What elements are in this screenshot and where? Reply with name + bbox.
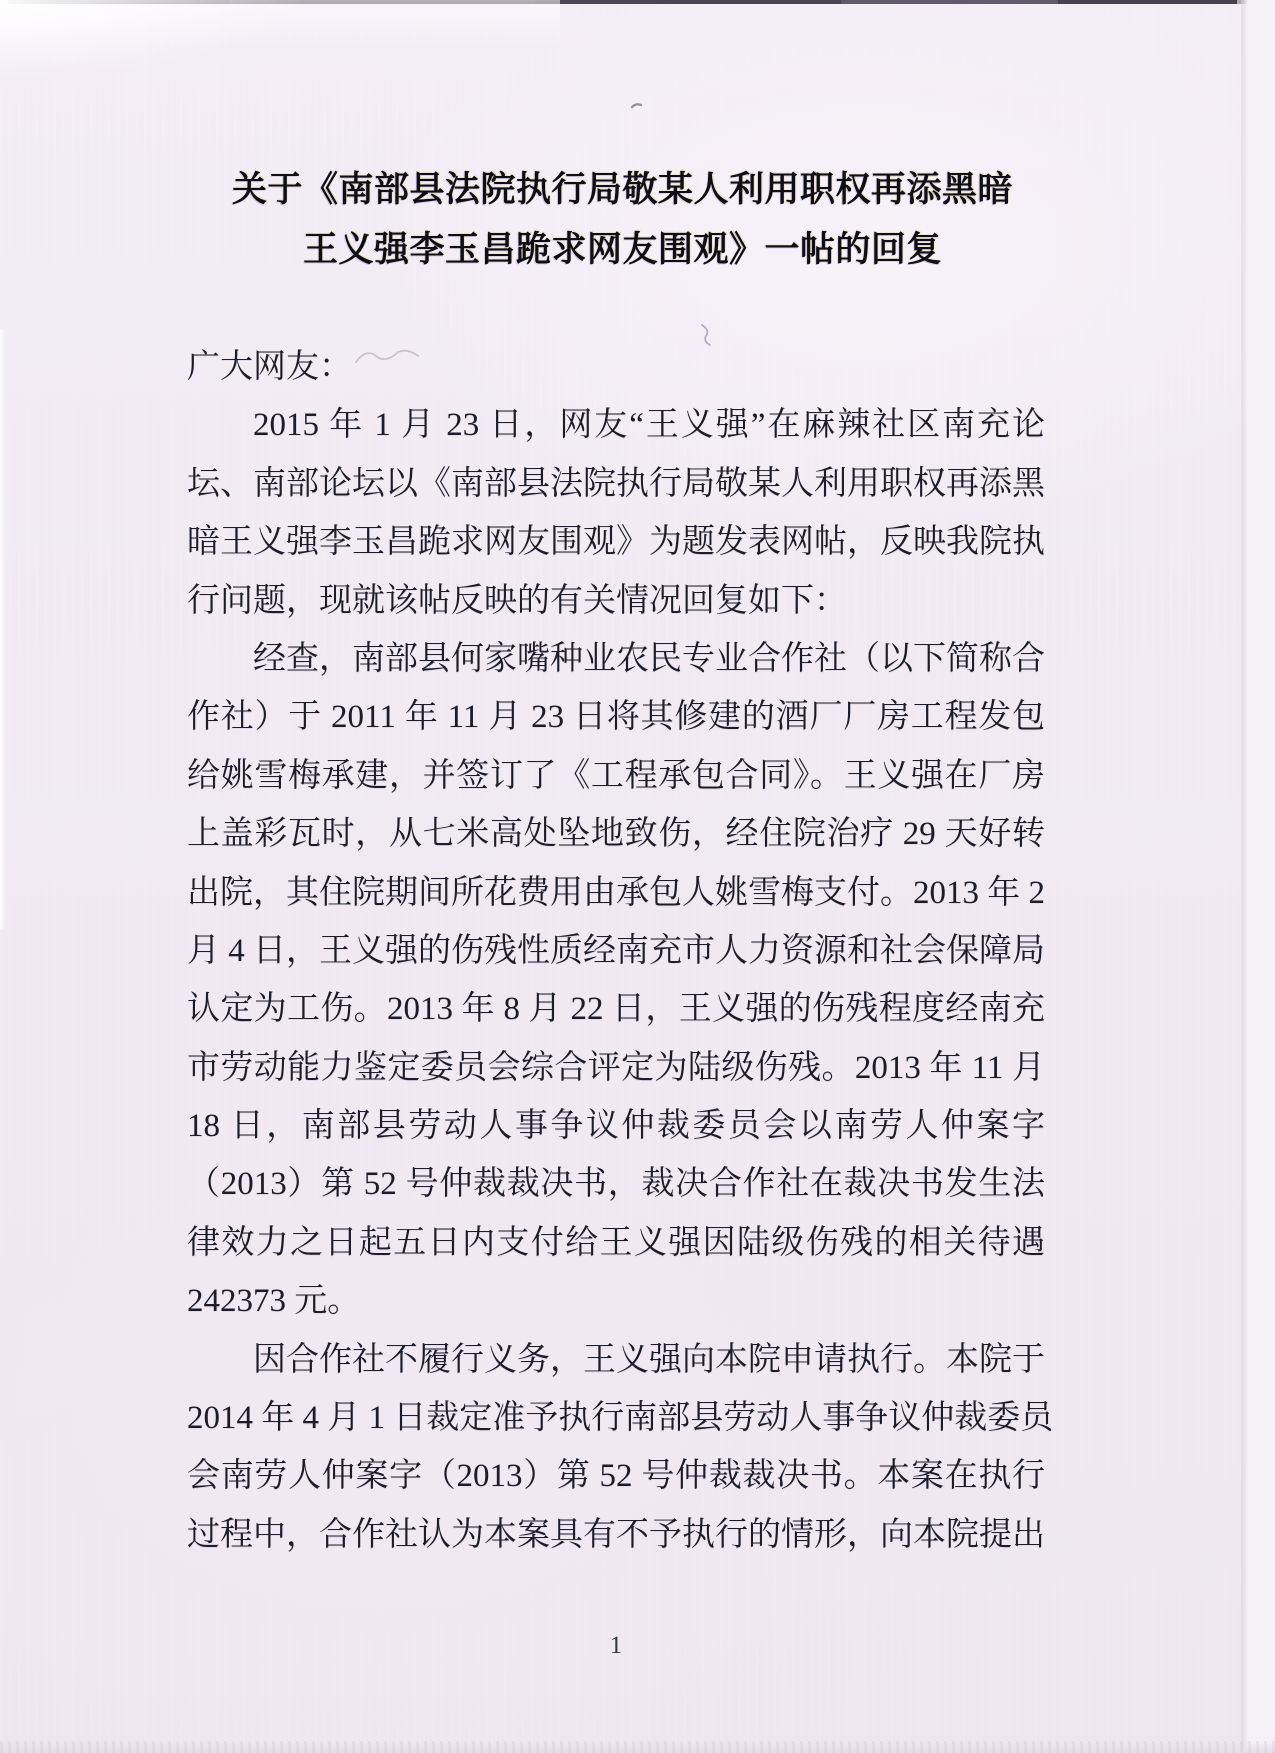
page-number: 1 (609, 1632, 623, 1659)
scan-left-edge-artifact (0, 330, 6, 930)
body-line: 会南劳人仲案字（2013）第 52 号仲裁裁决书。本案在执行 (187, 1458, 1045, 1495)
body-line: 242373 元。 (187, 1283, 361, 1320)
body-line: 月 4 日，王义强的伤残性质经南充市人力资源和社会保障局 (187, 932, 1045, 969)
body-line: 上盖彩瓦时，从七米高处坠地致伤，经住院治疗 29 天好转 (187, 816, 1045, 853)
document-title (0, 160, 1245, 280)
body-line: 认定为工伤。2013 年 8 月 22 日，王义强的伤残程度经南充 (187, 991, 1045, 1028)
scan-speck-artifact (630, 98, 644, 116)
document-title-line-2: 王义强李玉昌跪求网友围观》一帖的回复 (302, 230, 942, 269)
body-line: 坛、南部论坛以《南部县法院执行局敬某人利用职权再添黑 (187, 465, 1045, 502)
body-line: 市劳动能力鉴定委员会综合评定为陆级伤残。2013 年 11 月 (187, 1049, 1045, 1086)
scan-corner-highlight-artifact (0, 0, 560, 120)
scan-bottom-edge-artifact (0, 1741, 1275, 1753)
body-line: （2013）第 52 号仲裁裁决书，裁决合作社在裁决书发生法 (187, 1166, 1045, 1203)
body-line: 2014 年 4 月 1 日裁定准予执行南部县劳动人事争议仲裁委员 (187, 1400, 1054, 1437)
body-line: 因合作社不履行义务，王义强向本院申请执行。本院于 (253, 1341, 1045, 1378)
body-line: 过程中，合作社认为本案具有不予执行的情形，向本院提出 (187, 1516, 1045, 1553)
body-line: 给姚雪梅承建，并签订了《工程承包合同》。王义强在厂房 (187, 757, 1045, 794)
body-line: 暗王义强李玉昌跪求网友围观》为题发表网帖，反映我院执 (187, 524, 1045, 561)
body-line: 2015 年 1 月 23 日，网友“王义强”在麻辣社区南充论 (253, 407, 1045, 444)
body-line: 出院，其住院期间所花费用由承包人姚雪梅支付。2013 年 2 (187, 874, 1045, 911)
document-body (187, 338, 1054, 1564)
body-line: 经查，南部县何家嘴种业农民专业合作社（以下简称合 (253, 640, 1045, 677)
scan-right-edge-strip (1241, 0, 1275, 1753)
salutation: 广大网友： (187, 349, 352, 385)
scan-top-edge-artifact (0, 0, 1275, 4)
body-line: 律效力之日起五日内支付给王义强因陆级伤残的相关待遇 (187, 1224, 1045, 1261)
document-title-line-1: 关于《南部县法院执行局敬某人利用职权再添黑暗 (231, 170, 1013, 209)
body-line: 行问题，现就该帖反映的有关情况回复如下： (187, 582, 847, 619)
body-line: 作社）于 2011 年 11 月 23 日将其修建的酒厂厂房工程发包 (187, 699, 1045, 736)
body-line: 18 日，南部县劳动人事争议仲裁委员会以南劳人仲案字 (187, 1108, 1045, 1145)
